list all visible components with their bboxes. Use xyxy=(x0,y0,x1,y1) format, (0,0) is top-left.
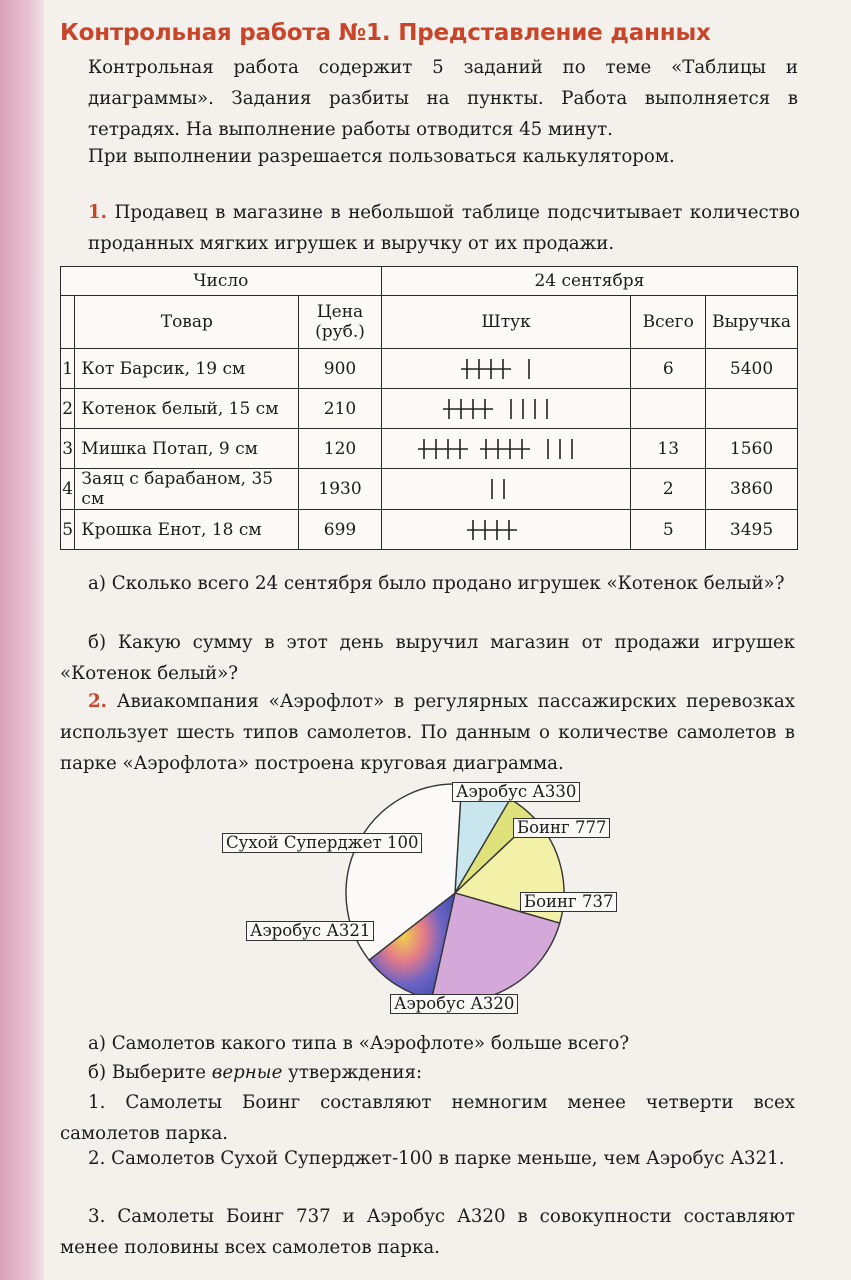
header-number: Число xyxy=(61,267,382,296)
task2-number: 2. xyxy=(88,691,107,712)
product-name: Котенок белый, 15 см xyxy=(75,389,299,429)
total-count: 2 xyxy=(631,469,706,510)
total-count: 13 xyxy=(631,429,706,469)
page xyxy=(60,0,805,1280)
table-row xyxy=(61,510,798,550)
tally-marks xyxy=(467,515,545,545)
header-date: 24 сентября xyxy=(381,267,797,296)
product-price: 210 xyxy=(299,389,382,429)
tally-marks xyxy=(461,354,551,384)
tally-marks xyxy=(418,434,594,464)
col-pieces: Штук xyxy=(381,296,631,349)
revenue: 3860 xyxy=(706,469,798,510)
revenue: 5400 xyxy=(706,349,798,389)
t2-qb-post: утверждения: xyxy=(288,1062,423,1083)
revenue: 3495 xyxy=(706,510,798,550)
row-number: 3 xyxy=(61,429,75,469)
table-header-row xyxy=(61,267,798,296)
product-name: Мишка Потап, 9 см xyxy=(75,429,299,469)
task1-text: Продавец в магазине в небольшой таблице подсчитывает количество проданных мягких игрушек и выручку от их продажи. xyxy=(88,202,800,254)
product-price: 120 xyxy=(299,429,382,469)
label-a321: Аэробус А321 xyxy=(246,921,374,941)
task2-question-a xyxy=(60,1028,795,1059)
tally-cell xyxy=(381,469,631,510)
task2-statement xyxy=(60,686,795,779)
calculator-note: При выполнении разрешается пользоваться калькулятором. xyxy=(88,146,675,167)
label-b737: Боинг 737 xyxy=(520,892,617,912)
statement-number: 1. xyxy=(88,1092,106,1113)
sales-table xyxy=(60,266,798,550)
product-name: Крошка Енот, 18 см xyxy=(75,510,299,550)
table-column-row xyxy=(61,296,798,349)
pie-svg xyxy=(60,778,805,1023)
task2-question-b xyxy=(60,1057,795,1088)
table-row xyxy=(61,349,798,389)
row-number: 2 xyxy=(61,389,75,429)
total-count: 6 xyxy=(631,349,706,389)
statement-2 xyxy=(60,1143,795,1174)
tally-marks xyxy=(443,394,569,424)
statement-1 xyxy=(60,1087,795,1149)
row-number: 4 xyxy=(61,469,75,510)
table-row xyxy=(61,389,798,429)
tally-marks xyxy=(486,474,526,504)
statement-text: Самолеты Боинг 737 и Аэробус А320 в совокупности составляют менее половины всех самолетов парка. xyxy=(60,1206,795,1258)
task1-question-a xyxy=(60,568,795,599)
row-number: 1 xyxy=(61,349,75,389)
product-price: 900 xyxy=(299,349,382,389)
label-a330: Аэробус А330 xyxy=(452,782,580,802)
product-name: Заяц с барабаном, 35 см xyxy=(75,469,299,510)
tally-cell xyxy=(381,349,631,389)
label-b777: Боинг 777 xyxy=(513,818,610,838)
total-count xyxy=(631,389,706,429)
tally-cell xyxy=(381,389,631,429)
tally-cell xyxy=(381,510,631,550)
tally-cell xyxy=(381,429,631,469)
product-price: 699 xyxy=(299,510,382,550)
revenue: 1560 xyxy=(706,429,798,469)
qb-text: Какую сумму в этот день выручил магазин от продажи игрушек «Котенок белый»? xyxy=(60,632,795,684)
statement-number: 3. xyxy=(88,1206,106,1227)
t2-qb-italic: верные xyxy=(211,1062,283,1083)
col-revenue: Выручка xyxy=(706,296,798,349)
statement-number: 2. xyxy=(88,1148,106,1169)
task2-text: Авиакомпания «Аэрофлот» в регулярных пассажирских перевозках использует шесть типов самолетов. По данным о количестве самолетов в парке «Аэрофлота» построена круговая диаграмма. xyxy=(60,691,795,774)
statement-3 xyxy=(60,1201,795,1263)
header-index xyxy=(61,296,75,349)
t2-qa-label: а) xyxy=(88,1033,106,1054)
qb-label: б) xyxy=(88,632,107,653)
task1-statement xyxy=(88,197,800,259)
table-row xyxy=(61,429,798,469)
label-superjet: Сухой Суперджет 100 xyxy=(222,833,422,853)
col-total: Всего xyxy=(631,296,706,349)
page-edge-band xyxy=(0,0,44,1280)
page-title: Контрольная работа №1. Представление данных xyxy=(60,20,711,46)
task1-question-b xyxy=(60,627,795,689)
pie-chart xyxy=(60,778,805,1023)
total-count: 5 xyxy=(631,510,706,550)
row-number: 5 xyxy=(61,510,75,550)
product-name: Кот Барсик, 19 см xyxy=(75,349,299,389)
t2-qa-text: Самолетов какого типа в «Аэрофлоте» больше всего? xyxy=(111,1033,630,1054)
col-price: Цена (руб.) xyxy=(299,296,382,349)
t2-qb-pre: Выберите xyxy=(111,1062,206,1083)
revenue xyxy=(706,389,798,429)
t2-qb-label: б) xyxy=(88,1062,107,1083)
label-a320: Аэробус А320 xyxy=(390,994,518,1014)
table-row xyxy=(61,469,798,510)
qa-text: Сколько всего 24 сентября было продано игрушек «Котенок белый»? xyxy=(111,573,785,594)
statement-text: Самолеты Боинг составляют немногим менее четверти всех самолетов парка. xyxy=(60,1092,795,1144)
qa-label: а) xyxy=(88,573,106,594)
intro-text: Контрольная работа содержит 5 заданий по теме «Таблицы и диаграммы». Задания разбиты на пункты. Работа выполняется в тетрадях. На выполнение работы отводится 45 минут. xyxy=(88,57,798,140)
statement-text: Самолетов Сухой Суперджет-100 в парке меньше, чем Аэробус А321. xyxy=(111,1148,785,1169)
product-price: 1930 xyxy=(299,469,382,510)
col-product: Товар xyxy=(75,296,299,349)
task1-number: 1. xyxy=(88,202,107,223)
